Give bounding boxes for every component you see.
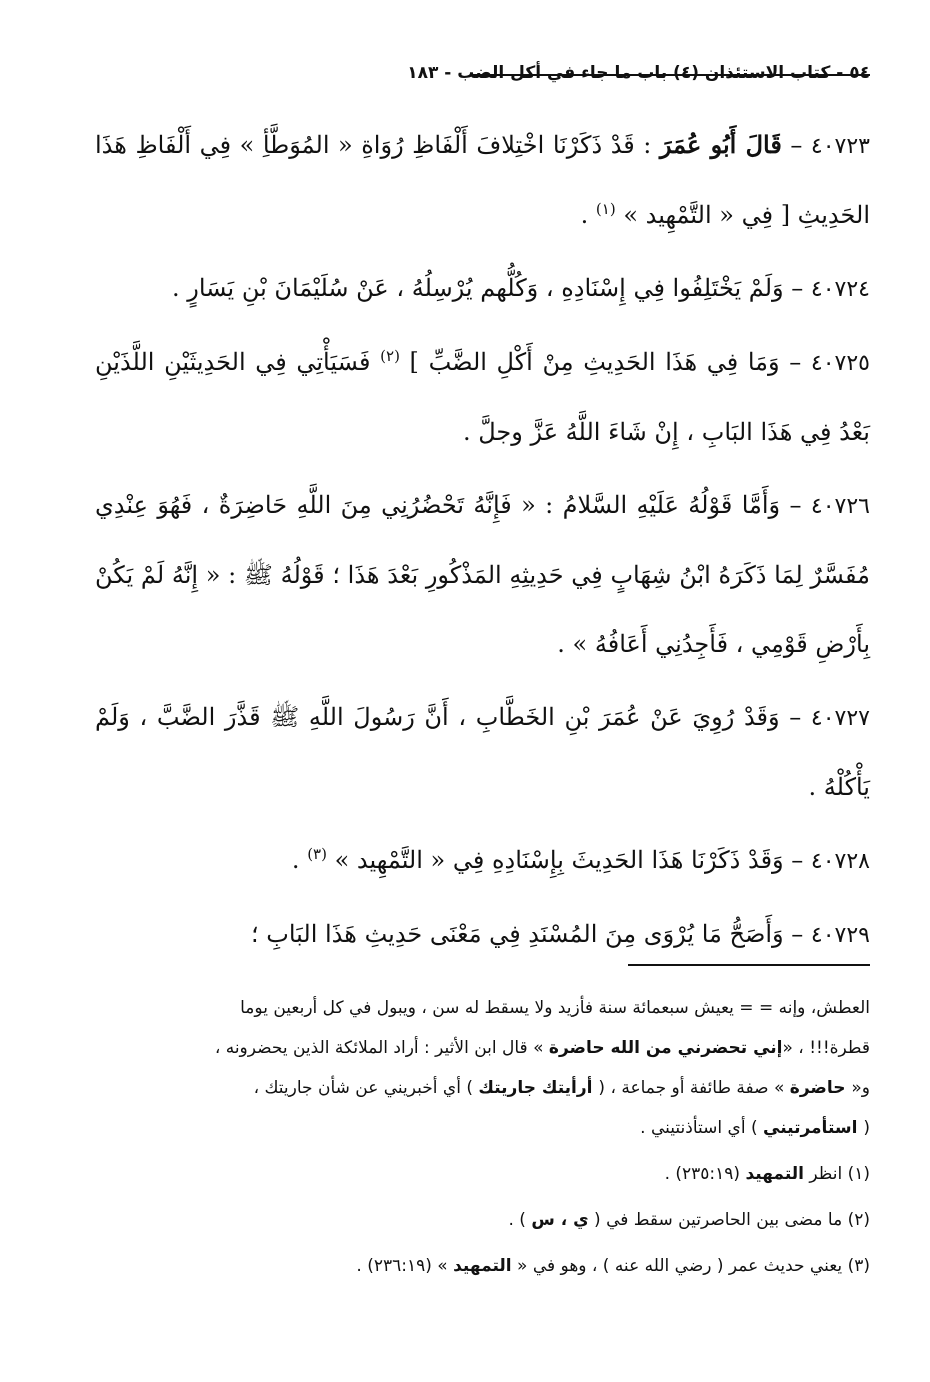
header-rule <box>470 74 870 76</box>
footnote-text: انظر <box>803 1164 848 1184</box>
paragraph-number: ٤٠٧٢٩ <box>810 923 870 948</box>
footnote-ref: (١) <box>595 200 616 218</box>
paragraph-number: ٤٠٧٢٥ <box>810 351 870 376</box>
footnote-text: ) . <box>508 1210 532 1230</box>
paragraph-text: وَقَدْ ذَكَرْنَا هَذَا الحَدِيثَ بِإِسْنَادِهِ فِي « التَّمْهِيد » <box>326 846 784 874</box>
paragraph-number: ٤٠٧٢٦ <box>810 494 870 519</box>
footnote-number: (١) <box>847 1164 870 1184</box>
paragraph-text: وَقَدْ رُوِيَ عَنْ عُمَرَ بْنِ الخَطَّابِ ، أَنَّ رَسُولَ اللَّهِ ﷺ قَذَّرَ الضَّبَّ ، وَلَمْ يَأْكُلْهُ . <box>95 703 870 801</box>
footnote-separator <box>628 964 870 966</box>
footnote-2 <box>95 1200 870 1240</box>
paragraph-text: وَمَا فِي هَذَا الحَدِيثِ مِنْ أَكْلِ الضَّبِّ ] <box>399 348 780 376</box>
footnote-line: العطش، وإنه = = يعيش سبعمائة سنة فأزيد ولا يسقط له سن ، ويبول في كل أربعين يوما <box>240 998 870 1018</box>
footnote-continuation <box>95 988 870 1148</box>
footnote-text: يعني حديث عمر ( رضي الله عنه ) ، وهو في « <box>511 1256 848 1276</box>
footnote-bold: استأمرتيني <box>763 1118 864 1138</box>
paragraph-text: : قَدْ ذَكَرْنَا اخْتِلافَ أَلْفَاظِ رُوَاةِ « المُوَطَّأِ » فِي أَلْفَاظِ هَذَا الحَدِيثِ [ فِي « التَّمْهِيد » <box>95 131 870 229</box>
paragraph-40728: ٤٠٧٢٨ – وَقَدْ ذَكَرْنَا هَذَا الحَدِيثَ بِإِسْنَادِهِ فِي « التَّمْهِيد » $^{(٣)}$ . <box>291 845 870 874</box>
paragraph-text: وَلَمْ يَخْتَلِفُوا فِي إِسْنَادِهِ ، وَكُلُّهم يُرْسِلُهُ ، عَنْ سُلَيْمَانَ بْنِ يَسَارٍ . <box>171 274 784 302</box>
footnote-line: » صفة طائفة أو جماعة ، ( <box>598 1078 790 1098</box>
footnote-number: (٣) <box>847 1256 870 1276</box>
footnote-line: ( <box>863 1118 870 1138</box>
footnote-number: (٢) <box>847 1210 870 1230</box>
narrator-name: قَالَ أَبُو عُمَرَ <box>659 130 782 159</box>
header-title: ٥٤ - كتاب الاستئذان (٤) باب ما جاء في أكل الضب - ١٨٣ <box>407 63 870 83</box>
footnote-bold: إني تحضرني من الله حاضرة <box>548 1038 783 1058</box>
footnote-text: (٢٣٥:١٩) . <box>664 1164 746 1184</box>
footnote-ref: (٢) <box>380 347 400 365</box>
footnote-text: » (٢٣٦:١٩) . <box>356 1256 454 1276</box>
footnote-3 <box>95 1246 870 1286</box>
paragraph-tail: فَسَيَأْتِي فِي الحَدِيثَيْنِ اللَّذَيْنِ بَعْدُ فِي هَذَا البَابِ ، إِنْ شَاءَ اللَّهُ عَزَّ وجلَّ . <box>95 348 870 446</box>
footnote-line: و« <box>851 1078 870 1098</box>
paragraph-tail: . <box>291 846 308 874</box>
footnote-bold: التمهيد <box>745 1164 804 1184</box>
paragraph-40727: ٤٠٧٢٧ – وَقَدْ رُوِيَ عَنْ عُمَرَ بْنِ الخَطَّابِ ، أَنَّ رَسُولَ اللَّهِ ﷺ قَذَّرَ الضَّبَّ ، وَلَمْ يَأْكُلْهُ . <box>95 703 870 801</box>
running-header <box>95 58 870 94</box>
paragraph-40729: ٤٠٧٢٩ – وَأَصَحُّ مَا يُرْوَى مِنَ المُسْنَدِ فِي مَعْنَى حَدِيثِ هَذَا البَابِ ؛ <box>251 920 870 948</box>
footnote-line: ) أي استأذنتيني . <box>640 1118 763 1138</box>
paragraph-40723: ٤٠٧٢٣ – قَالَ أَبُو عُمَرَ : قَدْ ذَكَرْنَا اخْتِلافَ أَلْفَاظِ رُوَاةِ « المُوَطَّأِ » فِي أَلْفَاظِ هَذَا الحَدِيثِ [ فِي « التَّمْهِيد » $^{(١)}$ . <box>95 130 870 229</box>
footnote-1 <box>95 1154 870 1194</box>
footnote-bold: أرأيتك جاريتك <box>478 1078 599 1098</box>
paragraph-40726: ٤٠٧٢٦ – وَأَمَّا قَوْلُهُ عَلَيْهِ السَّلامُ : « فَإِنَّهُ تَحْضُرُنِي مِنَ اللَّهِ حَاضِرَةٌ ، فَهُوَ عِنْدِي مُفَسَّرٌ لِمَا ذَكَرَهُ ابْنُ شِهَابٍ فِي حَدِيثِهِ المَذْكُورِ بَعْدَ هَذَا ؛ قَوْلُهُ ﷺ : « إِنَّهُ لَمْ يَكُنْ بِأَرْضِ قَوْمِي ، فَأَجِدُنِي أَعَافُهُ » . <box>95 491 871 658</box>
paragraph-text: وَأَصَحُّ مَا يُرْوَى مِنَ المُسْنَدِ فِي مَعْنَى حَدِيثِ هَذَا البَابِ ؛ <box>251 920 784 948</box>
paragraph-text: وَأَمَّا قَوْلُهُ عَلَيْهِ السَّلامُ : « فَإِنَّهُ تَحْضُرُنِي مِنَ اللَّهِ حَاضِرَةٌ ، فَهُوَ عِنْدِي مُفَسَّرٌ لِمَا ذَكَرَهُ ابْنُ شِهَابٍ فِي حَدِيثِهِ المَذْكُورِ بَعْدَ هَذَا ؛ قَوْلُهُ ﷺ : « إِنَّهُ لَمْ يَكُنْ بِأَرْضِ قَوْمِي ، فَأَجِدُنِي أَعَافُهُ » . <box>95 491 871 658</box>
paragraph-40725: ٤٠٧٢٥ – وَمَا فِي هَذَا الحَدِيثِ مِنْ أَكْلِ الضَّبِّ ] $^{(٢)}$ فَسَيَأْتِي فِي الحَدِيثَيْنِ اللَّذَيْنِ بَعْدُ فِي هَذَا البَابِ ، إِنْ شَاءَ اللَّهُ عَزَّ وجلَّ . <box>95 347 870 446</box>
footnote-ref: (٣) <box>307 845 327 863</box>
footnote-line: » قال ابن الأثير : أراد الملائكة الذين يحضرونه ، <box>214 1038 549 1058</box>
paragraph-number: ٤٠٧٢٧ <box>810 706 870 731</box>
paragraph-number: ٤٠٧٢٤ <box>810 277 870 302</box>
footnote-line: قطرة!!! ، « <box>782 1038 870 1058</box>
footnote-line: ) أي أخبريني عن شأن جاريتك ، <box>253 1078 479 1098</box>
paragraph-40724: ٤٠٧٢٤ – وَلَمْ يَخْتَلِفُوا فِي إِسْنَادِهِ ، وَكُلُّهم يُرْسِلُهُ ، عَنْ سُلَيْمَانَ بْنِ يَسَارٍ . <box>171 274 870 302</box>
main-text <box>95 110 870 974</box>
paragraph-number: ٤٠٧٢٨ <box>810 849 870 874</box>
footnote-bold: ي ، س <box>531 1210 589 1230</box>
footnote-bold: حاضرة <box>789 1078 852 1098</box>
footnote-bold: التمهيد <box>453 1256 512 1276</box>
paragraph-number: ٤٠٧٢٣ <box>810 134 870 159</box>
footnote-text: ما مضى بين الحاصرتين سقط في ( <box>588 1210 848 1230</box>
footnotes-area <box>95 988 870 1286</box>
paragraph-tail: . <box>580 201 596 229</box>
